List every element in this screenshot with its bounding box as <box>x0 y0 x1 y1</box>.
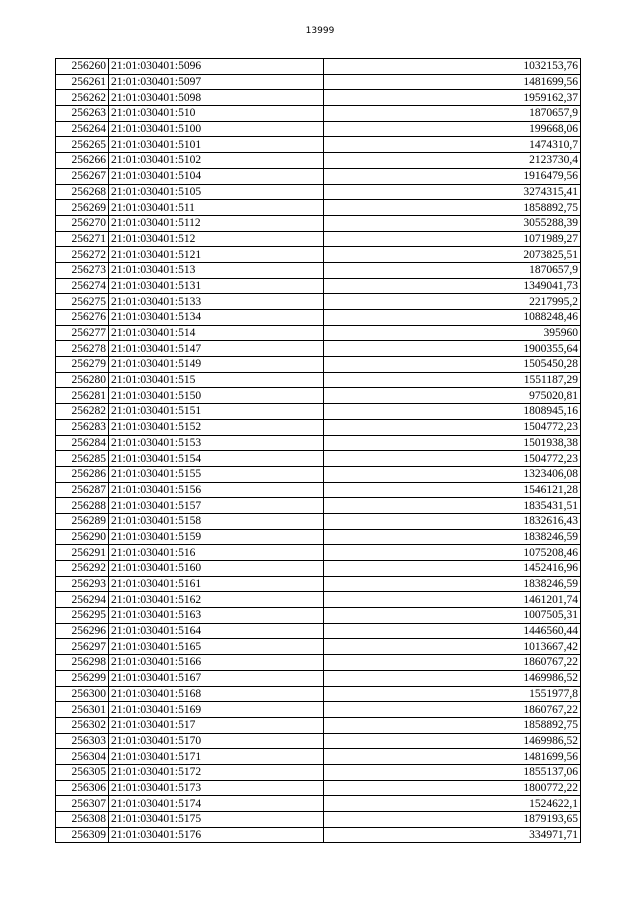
table-row <box>56 576 581 592</box>
value-cell: 1481699,56 <box>324 749 581 765</box>
cadastral-number-cell: 21:01:030401:5105 <box>109 184 324 200</box>
row-number-cell: 256304 <box>56 749 109 765</box>
cadastral-number-cell: 21:01:030401:5165 <box>109 639 324 655</box>
row-number-cell: 256273 <box>56 262 109 278</box>
row-number-cell: 256308 <box>56 812 109 828</box>
value-cell: 1013667,42 <box>324 639 581 655</box>
page-number: 13999 <box>305 26 335 36</box>
value-cell: 1870657,9 <box>324 262 581 278</box>
row-number-cell: 256279 <box>56 357 109 373</box>
row-number-cell: 256306 <box>56 780 109 796</box>
table-row <box>56 435 581 451</box>
cadastral-number-cell: 21:01:030401:5152 <box>109 419 324 435</box>
value-cell: 1349041,73 <box>324 278 581 294</box>
value-cell: 199668,06 <box>324 121 581 137</box>
table-row <box>56 466 581 482</box>
cadastral-number-cell: 21:01:030401:5097 <box>109 74 324 90</box>
table-row <box>56 325 581 341</box>
value-cell: 1504772,23 <box>324 419 581 435</box>
table-row <box>56 764 581 780</box>
table-row <box>56 702 581 718</box>
cadastral-number-cell: 21:01:030401:5164 <box>109 623 324 639</box>
table-row <box>56 545 581 561</box>
value-cell: 1832616,43 <box>324 513 581 529</box>
cadastral-number-cell: 21:01:030401:5150 <box>109 388 324 404</box>
value-cell: 2217995,2 <box>324 294 581 310</box>
cadastral-number-cell: 21:01:030401:5104 <box>109 168 324 184</box>
row-number-cell: 256276 <box>56 310 109 326</box>
row-number-cell: 256267 <box>56 168 109 184</box>
table-row <box>56 121 581 137</box>
cadastral-number-cell: 21:01:030401:5169 <box>109 702 324 718</box>
row-number-cell: 256270 <box>56 215 109 231</box>
cadastral-number-cell: 21:01:030401:5173 <box>109 780 324 796</box>
value-cell: 3274315,41 <box>324 184 581 200</box>
cadastral-number-cell: 21:01:030401:5112 <box>109 215 324 231</box>
cadastral-number-cell: 21:01:030401:5172 <box>109 764 324 780</box>
cadastral-number-cell: 21:01:030401:5161 <box>109 576 324 592</box>
value-cell: 1323406,08 <box>324 466 581 482</box>
table-row <box>56 812 581 828</box>
row-number-cell: 256293 <box>56 576 109 592</box>
row-number-cell: 256301 <box>56 702 109 718</box>
cadastral-number-cell: 21:01:030401:5174 <box>109 796 324 812</box>
row-number-cell: 256298 <box>56 655 109 671</box>
value-cell: 1007505,31 <box>324 608 581 624</box>
row-number-cell: 256300 <box>56 686 109 702</box>
value-cell: 1858892,75 <box>324 717 581 733</box>
row-number-cell: 256305 <box>56 764 109 780</box>
value-cell: 1900355,64 <box>324 341 581 357</box>
cadastral-number-cell: 21:01:030401:5155 <box>109 466 324 482</box>
row-number-cell: 256285 <box>56 451 109 467</box>
row-number-cell: 256268 <box>56 184 109 200</box>
table-row <box>56 74 581 90</box>
row-number-cell: 256260 <box>56 59 109 75</box>
row-number-cell: 256265 <box>56 137 109 153</box>
row-number-cell: 256307 <box>56 796 109 812</box>
table-row <box>56 419 581 435</box>
row-number-cell: 256296 <box>56 623 109 639</box>
value-cell: 1446560,44 <box>324 623 581 639</box>
row-number-cell: 256292 <box>56 561 109 577</box>
table-row <box>56 498 581 514</box>
row-number-cell: 256269 <box>56 200 109 216</box>
table-row <box>56 482 581 498</box>
value-cell: 1870657,9 <box>324 106 581 122</box>
value-cell: 1860767,22 <box>324 655 581 671</box>
table-row <box>56 262 581 278</box>
table-row <box>56 90 581 106</box>
value-cell: 1808945,16 <box>324 404 581 420</box>
cadastral-number-cell: 21:01:030401:5147 <box>109 341 324 357</box>
row-number-cell: 256299 <box>56 670 109 686</box>
cadastral-number-cell: 21:01:030401:5121 <box>109 247 324 263</box>
row-number-cell: 256291 <box>56 545 109 561</box>
table-row <box>56 749 581 765</box>
cadastral-number-cell: 21:01:030401:5168 <box>109 686 324 702</box>
cadastral-number-cell: 21:01:030401:515 <box>109 372 324 388</box>
value-cell: 1879193,65 <box>324 812 581 828</box>
value-cell: 334971,71 <box>324 827 581 843</box>
value-cell: 2073825,51 <box>324 247 581 263</box>
value-cell: 1551187,29 <box>324 372 581 388</box>
row-number-cell: 256290 <box>56 529 109 545</box>
table-row <box>56 341 581 357</box>
cadastral-number-cell: 21:01:030401:5170 <box>109 733 324 749</box>
row-number-cell: 256271 <box>56 231 109 247</box>
row-number-cell: 256274 <box>56 278 109 294</box>
table-row <box>56 639 581 655</box>
row-number-cell: 256303 <box>56 733 109 749</box>
row-number-cell: 256295 <box>56 608 109 624</box>
cadastral-number-cell: 21:01:030401:5163 <box>109 608 324 624</box>
cadastral-number-cell: 21:01:030401:5098 <box>109 90 324 106</box>
table-row <box>56 168 581 184</box>
cadastral-number-cell: 21:01:030401:5158 <box>109 513 324 529</box>
cadastral-number-cell: 21:01:030401:5159 <box>109 529 324 545</box>
row-number-cell: 256278 <box>56 341 109 357</box>
value-cell: 1481699,56 <box>324 74 581 90</box>
table-row <box>56 670 581 686</box>
table-row <box>56 561 581 577</box>
row-number-cell: 256261 <box>56 74 109 90</box>
value-cell: 395960 <box>324 325 581 341</box>
value-cell: 1088248,46 <box>324 310 581 326</box>
table-row <box>56 137 581 153</box>
value-cell: 1800772,22 <box>324 780 581 796</box>
cadastral-number-cell: 21:01:030401:513 <box>109 262 324 278</box>
cadastral-number-cell: 21:01:030401:5176 <box>109 827 324 843</box>
table-row <box>56 294 581 310</box>
table-row <box>56 796 581 812</box>
table-row <box>56 733 581 749</box>
value-cell: 1524622,1 <box>324 796 581 812</box>
row-number-cell: 256289 <box>56 513 109 529</box>
cadastral-number-cell: 21:01:030401:5149 <box>109 357 324 373</box>
data-table <box>55 58 581 843</box>
table-row <box>56 608 581 624</box>
value-cell: 1469986,52 <box>324 733 581 749</box>
row-number-cell: 256280 <box>56 372 109 388</box>
cadastral-number-cell: 21:01:030401:5156 <box>109 482 324 498</box>
value-cell: 1551977,8 <box>324 686 581 702</box>
cadastral-number-cell: 21:01:030401:5154 <box>109 451 324 467</box>
cadastral-number-cell: 21:01:030401:517 <box>109 717 324 733</box>
value-cell: 1075208,46 <box>324 545 581 561</box>
table-row <box>56 655 581 671</box>
cadastral-number-cell: 21:01:030401:5160 <box>109 561 324 577</box>
cadastral-number-cell: 21:01:030401:5102 <box>109 153 324 169</box>
cadastral-number-cell: 21:01:030401:5101 <box>109 137 324 153</box>
cadastral-number-cell: 21:01:030401:5153 <box>109 435 324 451</box>
table-row <box>56 247 581 263</box>
table-row <box>56 184 581 200</box>
cadastral-number-cell: 21:01:030401:510 <box>109 106 324 122</box>
cadastral-number-cell: 21:01:030401:511 <box>109 200 324 216</box>
row-number-cell: 256275 <box>56 294 109 310</box>
cadastral-number-cell: 21:01:030401:5096 <box>109 59 324 75</box>
cadastral-number-cell: 21:01:030401:5157 <box>109 498 324 514</box>
value-cell: 1504772,23 <box>324 451 581 467</box>
value-cell: 1860767,22 <box>324 702 581 718</box>
cadastral-number-cell: 21:01:030401:5131 <box>109 278 324 294</box>
row-number-cell: 256281 <box>56 388 109 404</box>
value-cell: 1032153,76 <box>324 59 581 75</box>
table-row <box>56 827 581 843</box>
table-row <box>56 231 581 247</box>
row-number-cell: 256284 <box>56 435 109 451</box>
value-cell: 1835431,51 <box>324 498 581 514</box>
table-row <box>56 106 581 122</box>
value-cell: 1959162,37 <box>324 90 581 106</box>
row-number-cell: 256263 <box>56 106 109 122</box>
value-cell: 1505450,28 <box>324 357 581 373</box>
cadastral-number-cell: 21:01:030401:5133 <box>109 294 324 310</box>
row-number-cell: 256302 <box>56 717 109 733</box>
value-cell: 1838246,59 <box>324 529 581 545</box>
table-row <box>56 59 581 75</box>
cadastral-number-cell: 21:01:030401:5134 <box>109 310 324 326</box>
value-cell: 1452416,96 <box>324 561 581 577</box>
cadastral-number-cell: 21:01:030401:512 <box>109 231 324 247</box>
table-row <box>56 592 581 608</box>
value-cell: 1546121,28 <box>324 482 581 498</box>
table-row <box>56 404 581 420</box>
table-row <box>56 372 581 388</box>
row-number-cell: 256277 <box>56 325 109 341</box>
table-row <box>56 153 581 169</box>
row-number-cell: 256283 <box>56 419 109 435</box>
row-number-cell: 256288 <box>56 498 109 514</box>
cadastral-number-cell: 21:01:030401:5162 <box>109 592 324 608</box>
table-row <box>56 623 581 639</box>
cadastral-number-cell: 21:01:030401:5167 <box>109 670 324 686</box>
row-number-cell: 256264 <box>56 121 109 137</box>
row-number-cell: 256287 <box>56 482 109 498</box>
row-number-cell: 256309 <box>56 827 109 843</box>
value-cell: 1501938,38 <box>324 435 581 451</box>
row-number-cell: 256297 <box>56 639 109 655</box>
value-cell: 1474310,7 <box>324 137 581 153</box>
row-number-cell: 256262 <box>56 90 109 106</box>
row-number-cell: 256294 <box>56 592 109 608</box>
table-row <box>56 388 581 404</box>
table-row <box>56 780 581 796</box>
value-cell: 3055288,39 <box>324 215 581 231</box>
table-row <box>56 200 581 216</box>
table-row <box>56 686 581 702</box>
value-cell: 1858892,75 <box>324 200 581 216</box>
value-cell: 1071989,27 <box>324 231 581 247</box>
row-number-cell: 256282 <box>56 404 109 420</box>
table-row <box>56 451 581 467</box>
row-number-cell: 256272 <box>56 247 109 263</box>
cadastral-number-cell: 21:01:030401:5171 <box>109 749 324 765</box>
cadastral-number-cell: 21:01:030401:5151 <box>109 404 324 420</box>
table-row <box>56 529 581 545</box>
cadastral-number-cell: 21:01:030401:5166 <box>109 655 324 671</box>
cadastral-number-cell: 21:01:030401:5100 <box>109 121 324 137</box>
value-cell: 2123730,4 <box>324 153 581 169</box>
cadastral-number-cell: 21:01:030401:516 <box>109 545 324 561</box>
table-row <box>56 215 581 231</box>
value-cell: 1838246,59 <box>324 576 581 592</box>
value-cell: 1461201,74 <box>324 592 581 608</box>
row-number-cell: 256266 <box>56 153 109 169</box>
value-cell: 1916479,56 <box>324 168 581 184</box>
cadastral-number-cell: 21:01:030401:5175 <box>109 812 324 828</box>
table-row <box>56 717 581 733</box>
value-cell: 1855137,06 <box>324 764 581 780</box>
row-number-cell: 256286 <box>56 466 109 482</box>
value-cell: 975020,81 <box>324 388 581 404</box>
cadastral-number-cell: 21:01:030401:514 <box>109 325 324 341</box>
table-body <box>56 59 581 843</box>
table-row <box>56 310 581 326</box>
table-row <box>56 357 581 373</box>
table-row <box>56 278 581 294</box>
table-row <box>56 513 581 529</box>
value-cell: 1469986,52 <box>324 670 581 686</box>
